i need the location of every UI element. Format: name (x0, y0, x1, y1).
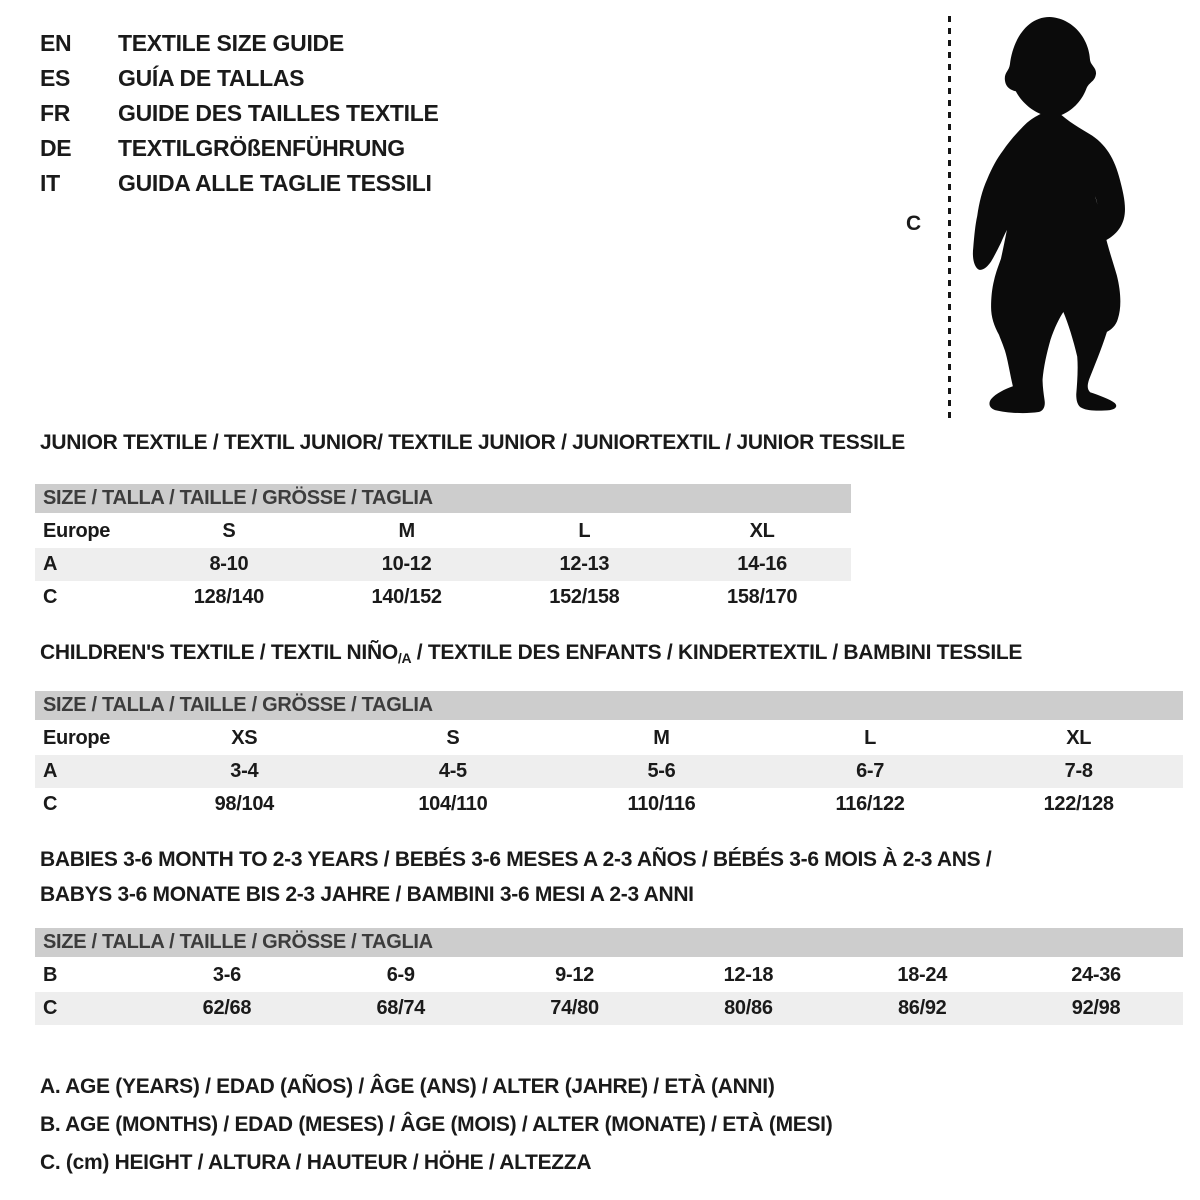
children-title-sub: /A (397, 650, 412, 666)
height-cell: 98/104 (214, 793, 274, 815)
table-row (35, 992, 1183, 1025)
age-cell: 7-8 (1064, 760, 1093, 782)
size-cell: L (864, 727, 877, 749)
table-row (35, 788, 1183, 821)
age-cell: 4-5 (438, 760, 467, 782)
height-cell: 68/74 (376, 997, 426, 1019)
height-cell: 128/140 (193, 586, 264, 608)
lang-code: EN (40, 30, 72, 56)
size-cell: XL (1066, 727, 1092, 749)
toddler-silhouette (960, 12, 1140, 418)
table-row (35, 755, 1183, 788)
age-cell: 10-12 (381, 553, 432, 575)
lang-code: ES (40, 65, 71, 91)
lang-row-de (40, 131, 439, 166)
lang-code: IT (40, 170, 60, 196)
row-label: B (43, 964, 58, 986)
lang-row-fr (40, 96, 439, 131)
age-months-cell: 18-24 (897, 964, 948, 986)
babies-section-title-line2: BABYS 3-6 MONATE BIS 2-3 JAHRE / BAMBINI 3-6 MESI A 2-3 ANNI (40, 883, 694, 906)
legend-line-b: B. AGE (MONTHS) / EDAD (MESES) / ÂGE (MOIS) / ALTER (MONATE) / ETÀ (MESI) (40, 1113, 833, 1136)
age-cell: 8-10 (209, 553, 249, 575)
table-row (35, 515, 851, 548)
lang-code: DE (40, 135, 72, 161)
age-cell: 3-4 (230, 760, 259, 782)
age-months-cell: 6-9 (386, 964, 415, 986)
size-cell: S (222, 520, 236, 542)
babies-size-header: SIZE / TALLA / TAILLE / GRÖSSE / TAGLIA (35, 928, 1183, 957)
row-label: A (43, 553, 58, 575)
size-cell: S (446, 727, 460, 749)
age-months-cell: 3-6 (212, 964, 241, 986)
age-cell: 14-16 (737, 553, 787, 575)
lang-title: GUIDE DES TAILLES TEXTILE (118, 100, 439, 126)
lang-row-en (40, 26, 439, 61)
height-cell: 104/110 (418, 793, 488, 815)
height-cell: 92/98 (1071, 997, 1121, 1019)
row-label: A (43, 760, 58, 782)
size-cell: L (578, 520, 591, 542)
children-size-table (35, 691, 1183, 821)
table-row (35, 581, 851, 614)
height-cell: 140/152 (371, 586, 442, 608)
legend (40, 1068, 832, 1182)
children-section-title (40, 641, 1022, 666)
junior-size-table (35, 484, 851, 614)
height-measure-dashed-line (948, 16, 951, 418)
lang-title: GUÍA DE TALLAS (118, 65, 305, 91)
babies-section-title-line1: BABIES 3-6 MONTH TO 2-3 YEARS / BEBÉS 3-6 MESES A 2-3 AÑOS / BÉBÉS 3-6 MOIS À 2-3 ANS / (40, 848, 992, 871)
height-cell: 110/116 (627, 793, 696, 815)
height-cell: 80/86 (724, 997, 773, 1019)
children-title-suffix: / TEXTILE DES ENFANTS / KINDERTEXTIL / BAMBINI TESSILE (411, 641, 1023, 664)
height-cell: 116/122 (835, 793, 905, 815)
age-months-cell: 12-18 (723, 964, 774, 986)
height-cell: 62/68 (202, 997, 252, 1019)
age-cell: 12-13 (559, 553, 610, 575)
junior-size-header: SIZE / TALLA / TAILLE / GRÖSSE / TAGLIA (35, 484, 851, 513)
size-cell: M (653, 727, 670, 749)
size-cell: XS (231, 727, 258, 749)
legend-line-c: C. (cm) HEIGHT / ALTURA / HAUTEUR / HÖHE / ALTEZZA (40, 1151, 592, 1174)
row-label: C (43, 586, 58, 608)
age-cell: 6-7 (856, 760, 885, 782)
height-cell: 74/80 (550, 997, 599, 1019)
table-row (35, 959, 1183, 992)
height-cell: 152/158 (549, 586, 620, 608)
lang-row-it (40, 166, 439, 201)
height-cell: 86/92 (897, 997, 947, 1019)
row-label: C (43, 997, 58, 1019)
size-cell: XL (749, 520, 775, 542)
age-months-cell: 24-36 (1071, 964, 1121, 986)
measure-label-c: C (906, 212, 921, 235)
babies-size-table (35, 928, 1183, 1025)
toddler-silhouette-path (973, 17, 1125, 413)
row-label: Europe (43, 520, 111, 542)
lang-title: GUIDA ALLE TAGLIE TESSILI (118, 170, 432, 196)
lang-title: TEXTILGRÖßENFÜHRUNG (118, 135, 405, 161)
table-row (35, 548, 851, 581)
height-cell: 158/170 (727, 586, 798, 608)
height-cell: 122/128 (1043, 793, 1114, 815)
row-label: Europe (43, 727, 111, 749)
children-title-prefix: CHILDREN'S TEXTILE / TEXTIL NIÑO (40, 641, 398, 664)
lang-title: TEXTILE SIZE GUIDE (118, 30, 344, 56)
row-label: C (43, 793, 58, 815)
legend-line-a: A. AGE (YEARS) / EDAD (AÑOS) / ÂGE (ANS) / ALTER (JAHRE) / ETÀ (ANNI) (40, 1075, 775, 1098)
table-row (35, 722, 1183, 755)
size-cell: M (398, 520, 415, 542)
children-size-header: SIZE / TALLA / TAILLE / GRÖSSE / TAGLIA (35, 691, 1183, 720)
age-cell: 5-6 (647, 760, 676, 782)
language-title-block (40, 26, 439, 201)
age-months-cell: 9-12 (555, 964, 594, 986)
junior-section-title: JUNIOR TEXTILE / TEXTIL JUNIOR/ TEXTILE JUNIOR / JUNIORTEXTIL / JUNIOR TESSILE (40, 431, 905, 454)
lang-code: FR (40, 100, 71, 126)
lang-row-es (40, 61, 439, 96)
